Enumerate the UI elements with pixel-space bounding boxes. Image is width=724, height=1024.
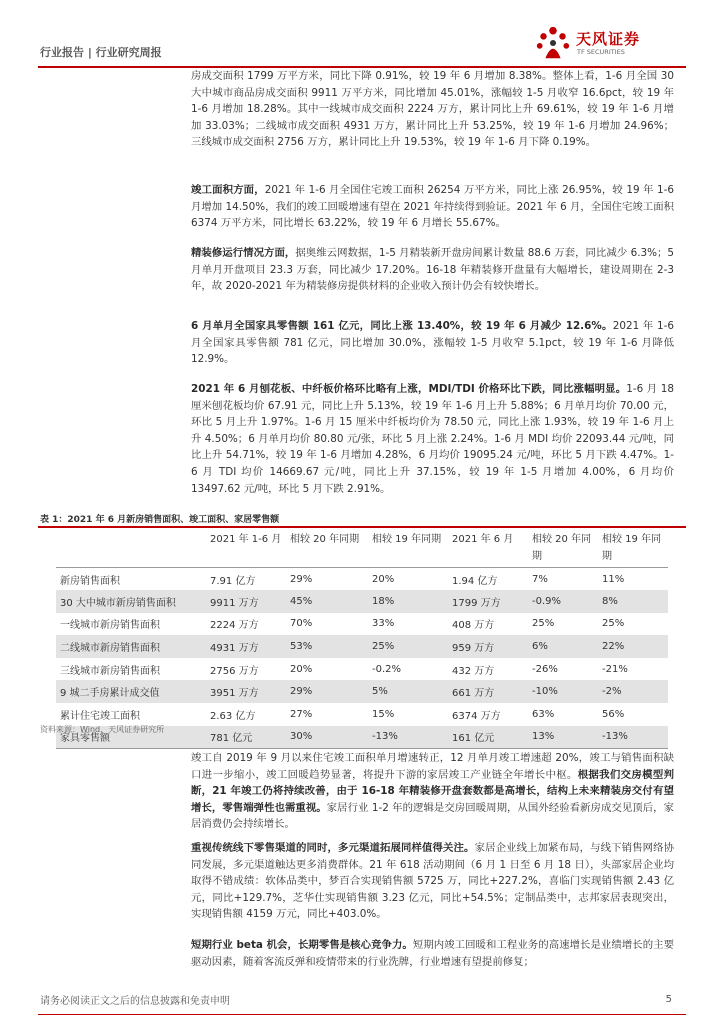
paragraph-text: 据奥维云网数据，1-5 月精装新开盘房间累计数量 88.6 万套，同比减少 6.3%；5 月单月开盘项目 23.3 万套，同比减少 17.20%。16-18 年精装修开盘量有大幅增长，建设周期在 2-3 年，故 2020-2021 年为精装修房提供材料的企业收入预计仍会有较快增长。 <box>191 247 675 293</box>
table-header-row <box>56 529 668 568</box>
table-cell: 13% <box>528 726 598 749</box>
table-cell: 30 大中城市新房销售面积 <box>56 590 206 613</box>
table-header-cell <box>56 529 206 568</box>
paragraph-text: 家居行业 1-2 年的逻辑是交房回暖周期，从国外经验看新房成交见顶后，家居消费仍会持续增长。 <box>191 801 675 831</box>
table-cell: 新房销售面积 <box>60 575 120 587</box>
table-cell: 3951 万方 <box>206 680 286 703</box>
table-cell: 22% <box>598 635 668 658</box>
table-cell: 63% <box>532 708 555 720</box>
table-cell: 6% <box>528 635 598 658</box>
table-row <box>56 568 668 591</box>
table-cell: 三线城市新房销售面积 <box>60 665 160 677</box>
logo-english-name: TF SECURITIES <box>577 48 625 56</box>
table-cell: 家具零售额 <box>56 726 206 749</box>
table-cell: 18% <box>368 590 448 613</box>
table-cell: 1799 万方 <box>448 590 528 613</box>
paragraph-text: 房成交面积 1799 万平方米，同比下降 0.91%，较 19 年 6 月增加 8.38%。整体上看，1-6 月全国 30 大中城市商品房成交面积 9911 万平方米，同比增加 45.01%，涨幅较 1-5 月收窄 16.6pct，较 19 年 1-6 月增加 18.28%。其中一线城市成交面积 2224 万方，累计同比上升 69.61%，较 19 年 1-6 月增加 33.03%；二线城市成交面积 4931 万方，累计同比上升 53.25%，较 19 年 1-6 月增加 24.96%；三线城市成交面积 2756 万方，累计同比上升 19.53%，较 19 年 1-6 月下降 0.19%。 <box>191 70 674 149</box>
paragraph-emphasis: 根据我们交房模型判断，21 年竣工仍将持续改善，由于 16-18 年精装修开盘套数都是高增长，结构上未来精装房交付有望增长，零售端弹性也需重视。 <box>191 768 675 814</box>
table-cell: 2.63 亿方 <box>210 710 256 722</box>
table-caption: 表 1：2021 年 6 月新房销售面积、竣工面积、家居零售额 <box>40 515 280 525</box>
table-cell: 20% <box>372 573 395 585</box>
table-header-cell: 相较 19 年同期 <box>368 529 448 568</box>
table-cell: -13% <box>598 726 668 749</box>
paragraph-lead: 精装修运行情况方面， <box>191 247 296 259</box>
table-cell: 56% <box>602 708 625 720</box>
table-cell: 5% <box>368 680 448 703</box>
table-cell: 20% <box>290 663 313 675</box>
paragraph-decoration <box>191 245 674 295</box>
table-row <box>56 680 668 703</box>
table-cell: 9 城二手房累计成交值 <box>56 680 206 703</box>
table-cell: -13% <box>368 726 448 749</box>
table-cell: 一线城市新房销售面积 <box>60 620 160 632</box>
table-cell: 6374 万方 <box>452 710 501 722</box>
table-top-rule <box>38 526 686 528</box>
table-cell: 781 亿元 <box>206 726 286 749</box>
report-type-label: 行业报告 | 行业研究周报 <box>40 46 162 59</box>
paragraph-lead: 2021 年 6 月刨花板、中纤板价格环比略有上涨，MDI/TDI 价格环比下跌，同比涨幅明显。 <box>191 383 627 395</box>
paragraph-lead: 6 月单月全国家具零售额 161 亿元，同比上涨 13.40%，较 19 年 6 月减少 12.6%。 <box>191 320 613 332</box>
paragraph-furniture-retail <box>191 318 674 368</box>
table-cell: -0.9% <box>528 590 598 613</box>
paragraph-lead: 短期行业 beta 机会，长期零售是核心竞争力。 <box>191 939 413 951</box>
table-cell: 累计住宅竣工面积 <box>60 710 140 722</box>
table-cell: 25% <box>602 618 625 630</box>
footer-divider <box>38 1014 686 1015</box>
table-cell: 二线城市新房销售面积 <box>56 635 206 658</box>
table-cell: 25% <box>532 618 555 630</box>
paragraph-text: 竣工自 2019 年 9 月以来住宅竣工面积单月增速转正，12 月单月竣工增速超 20%，竣工与销售面积缺口进一步缩小，竣工回暖趋势显著，将提升下游的家居竣工产业链全年增长中枢。 <box>191 752 674 781</box>
table-cell: 2224 万方 <box>210 620 259 632</box>
table-cell: 661 万方 <box>448 680 528 703</box>
paragraph-completion <box>191 182 674 232</box>
table-row <box>56 703 668 726</box>
table-header-cell: 2021 年 6 月 <box>448 529 528 568</box>
table-cell: -10% <box>528 680 598 703</box>
table-row <box>56 635 668 658</box>
table-cell: 2756 万方 <box>210 665 259 677</box>
footer-disclaimer: 请务必阅读正文之后的信息披露和免责申明 <box>40 996 230 1007</box>
paragraph-completion-outlook <box>191 750 674 833</box>
table-header-cell: 相较 19 年同期 <box>598 529 668 568</box>
table-cell: 70% <box>290 618 313 630</box>
logo-chinese-name: 天风证券 <box>576 30 641 48</box>
paragraph-channels <box>191 840 674 923</box>
table-row <box>56 658 668 681</box>
table-cell: 33% <box>372 618 395 630</box>
housing-data-table <box>56 529 668 749</box>
table-header-cell: 相较 20 年同期 <box>528 529 598 568</box>
page-number: 5 <box>665 994 672 1005</box>
paragraph-text: 2021 年 1-6 月全国住宅竣工面积 26254 万平方米，同比上涨 26.95%，较 19 年 1-6 月增加 14.50%，我们的竣工回暖增速有望在 2021 年持续得到验证。2021 年 6 月，全国住宅竣工面积 6374 万平方米，同比增长 63.22%，较 19 年 6 月增长 55.67%。 <box>191 184 674 230</box>
table-cell: 29% <box>290 573 313 585</box>
paragraph-text: 家居企业线上加紧布局，与线下销售网络协同发展，多元渠道触达更多消费群体。21 年 618 活动期间（6 月 1 日至 6 月 18 日），头部家居企业均取得不错成绩：软体品类中，梦百合实现销售额 5725 万，同比+227.2%，喜临门实现销售额 2.43 亿元，同比+129.7%，芝华仕实现销售额 3.23 亿元，同比+54.5%；定制品类中，志邦家居表现突出，实现销售额 4159 万元，同比+403.0%。 <box>191 842 675 921</box>
table-cell: 9911 万方 <box>206 590 286 613</box>
table-cell: 27% <box>290 708 313 720</box>
table-row <box>56 590 668 613</box>
paragraph-text: 2021 年 1-6 月全国家具零售额 781 亿元，同比增加 30.0%，涨幅较 1-5 月收窄 5.1pct，较 19 年 1-6 月降低 12.9%。 <box>191 320 674 366</box>
table-cell: 7% <box>532 573 548 585</box>
table-cell: 4931 万方 <box>206 635 286 658</box>
table-cell: 30% <box>286 726 368 749</box>
table-cell: 7.91 亿方 <box>210 575 256 587</box>
table-cell: 8% <box>598 590 668 613</box>
paragraph-industry-beta <box>191 937 674 970</box>
table-cell: -2% <box>598 680 668 703</box>
table-row <box>56 613 668 636</box>
table-cell: 45% <box>286 590 368 613</box>
table-header-cell: 2021 年 1-6 月 <box>206 529 286 568</box>
paragraph-lead: 竣工面积方面， <box>191 184 265 196</box>
table-cell: 408 万方 <box>452 620 495 632</box>
tf-logo-icon <box>534 24 572 62</box>
table-cell: 53% <box>286 635 368 658</box>
table-cell: 959 万方 <box>448 635 528 658</box>
paragraph-lead: 重视传统线下零售渠道的同时，多元渠道拓展同样值得关注。 <box>191 842 475 854</box>
table-cell: -21% <box>602 663 628 675</box>
table-cell: -26% <box>532 663 558 675</box>
table-cell: 11% <box>602 573 625 585</box>
paragraph-text: 1-6 月 18 厘米刨花板均价 67.91 元，同比上升 5.13%，较 19 年 1-6 月上升 5.88%；6 月单月均价 70.00 元，环比 5 月上升 1.97%。1-6 月 15 厘米中纤板均价为 78.50 元，同比上涨 1.93%，较 19 年 1-6 月上升 4.50%；6 月单月均价 80.80 元/张，环比 5 月上涨 2.24%。1-6 月 MDI 均价 22093.44 元/吨，同比上升 54.71%，较 19 年 1-6 月增加 4.28%，6 月均价 19095.24 元/吨，环比 5 月下跌 4.47%。1-6 月 TDI 均价 14669.67 元/吨，同比上升 37.15%，较 19 年 1-5 月增加 4.00%，6 月均价 13497.62 元/吨，环比 5 月下跌 2.91%。 <box>191 383 674 495</box>
table-cell: 25% <box>368 635 448 658</box>
table-source-note: 资料来源：Wind，天风证券研究所 <box>40 725 165 734</box>
paragraph-sales-area <box>191 68 674 151</box>
table-cell: 161 亿元 <box>448 726 528 749</box>
table-cell: 29% <box>286 680 368 703</box>
table-cell: 1.94 亿方 <box>452 575 498 587</box>
company-logo <box>534 22 684 62</box>
paragraph-text: 短期内竣工回暖和工程业务的高速增长是业绩增长的主要驱动因素，随着客流反弹和疫情带来的行业洗牌，行业增速有望提前修复； <box>191 939 675 968</box>
table-header-cell: 相较 20 年同期 <box>286 529 368 568</box>
paragraph-material-prices <box>191 381 674 497</box>
table-cell: 432 万方 <box>452 665 495 677</box>
table-cell: -0.2% <box>372 663 402 675</box>
table-cell: 15% <box>372 708 395 720</box>
